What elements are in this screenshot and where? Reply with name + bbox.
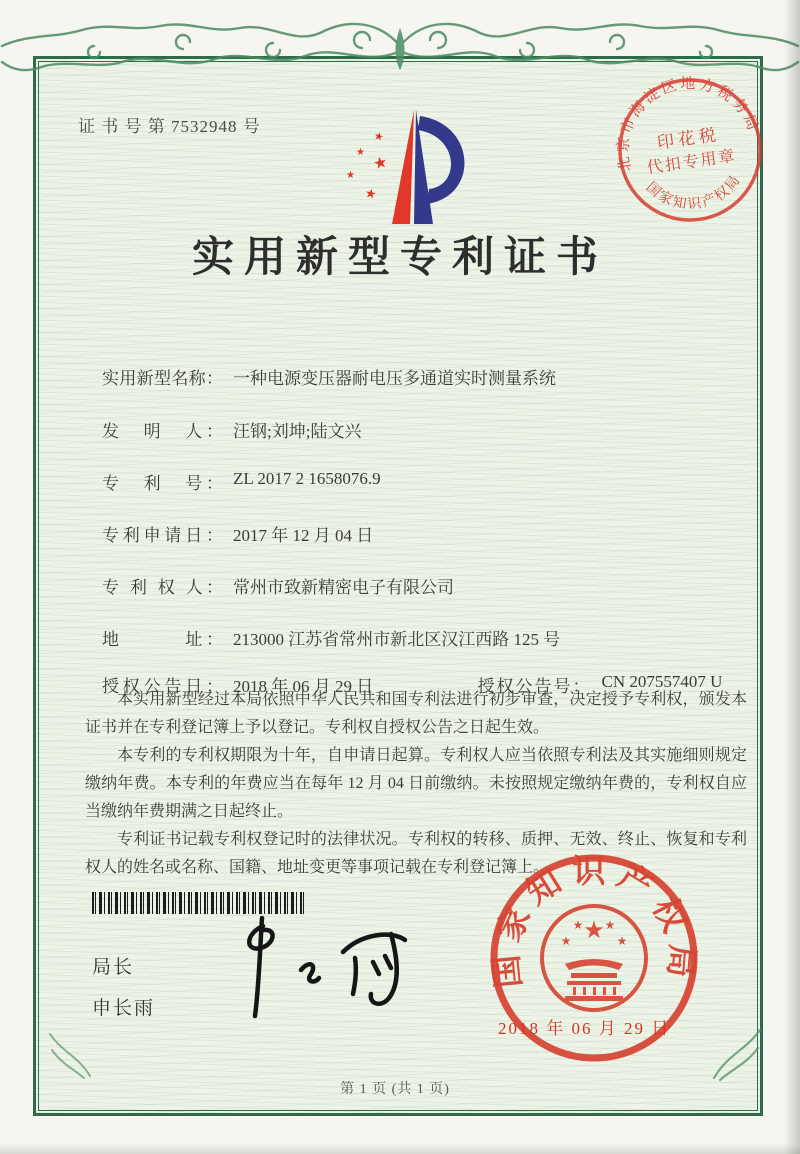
tax-seal-arc-top-text: 北京市海淀区地方税务局 <box>615 76 762 173</box>
field-value: 213000 江苏省常州市新北区汉江西路 125 号 <box>233 630 561 649</box>
logo-star-icon: ★ <box>346 170 355 181</box>
field-label: 地 址： <box>102 630 223 649</box>
field-value: 2018 年 06 月 29 日 <box>233 677 374 696</box>
field-value: 2017 年 12 月 04 日 <box>233 526 374 545</box>
director-signature-strokes <box>205 912 415 1024</box>
barcode <box>92 892 304 914</box>
signer-name: 申长雨 <box>92 998 156 1019</box>
national-emblem-icon <box>542 906 646 1010</box>
field-value: 常州市致新精密电子有限公司 <box>233 578 454 597</box>
stamp-tax-seal <box>597 57 782 242</box>
field-label: 发 明 人： <box>102 422 223 441</box>
field-label: 授权公告号： <box>477 677 592 696</box>
emblem-star-icon: ★ <box>583 918 605 944</box>
office-seal-arc-text: 国家知识产权局 <box>488 854 700 990</box>
field-value: ZL 2017 2 1658076.9 <box>233 469 381 488</box>
field-value: CN 207557407 U <box>601 672 723 691</box>
certificate-title: 实用新型专利证书 <box>191 235 608 281</box>
tax-seal-center-line2: 代扣专用章 <box>645 147 738 178</box>
corner-flourish-left <box>44 1024 96 1082</box>
emblem-star-icon: ★ <box>572 918 584 932</box>
top-flourish-ornament <box>0 6 800 78</box>
emblem-star-icon: ★ <box>616 934 628 948</box>
emblem-star-icon: ★ <box>604 918 616 932</box>
legal-paragraph: 本专利的专利权期限为十年，自申请日起算。专利权人应当依照专利法及其实施细则规定缴纳年费。本专利的年费应当在每年 12 月 04 日前缴纳。未按照规定缴纳年费的，专利权自应当缴纳年费期满之日起终止。 <box>85 747 747 820</box>
tax-seal-center-line1: 印花税 <box>655 124 721 153</box>
field-label: 专 利 权 人： <box>102 578 223 597</box>
emblem-star-icon: ★ <box>560 934 572 948</box>
corner-flourish-right <box>708 1024 764 1086</box>
tax-seal-arc-bottom-text: 国家知识产权局 <box>642 172 745 213</box>
field-label: 实用新型名称： <box>102 369 223 388</box>
legal-paragraph: 专利证书记载专利权登记时的法律状况。专利权的转移、质押、无效、终止、恢复和专利权人的姓名或名称、国籍、地址变更等事项记载在专利登记簿上。 <box>85 831 747 876</box>
cnipa-logo-icon <box>330 104 480 230</box>
field-label: 专 利 号： <box>102 474 223 493</box>
certificate-number: 证 书 号 第 7532948 号 <box>78 117 261 136</box>
field-label: 专利申请日： <box>102 526 223 545</box>
logo-star-icon: ★ <box>356 147 365 158</box>
cnipa-office-seal <box>477 846 712 1081</box>
signer-block <box>92 952 155 1020</box>
seal-date: 2018 年 06 月 29 日 <box>498 1019 671 1038</box>
signer-title: 局长 <box>92 957 135 978</box>
field-label: 授权公告日： <box>102 677 223 696</box>
field-value: 一种电源变压器耐电压多通道实时测量系统 <box>233 369 556 388</box>
legal-paragraph: 本实用新型经过本局依照中华人民共和国专利法进行初步审查，决定授予专利权，颁发本证书并在专利登记簿上予以登记。专利权自授权公告之日起生效。 <box>85 691 747 736</box>
page-footer: 第 1 页 (共 1 页) <box>340 1082 450 1097</box>
logo-star-icon: ★ <box>371 153 390 174</box>
logo-star-icon: ★ <box>363 185 378 202</box>
logo-star-icon: ★ <box>372 129 386 145</box>
field-value: 汪钢;刘坤;陆文兴 <box>233 422 362 441</box>
